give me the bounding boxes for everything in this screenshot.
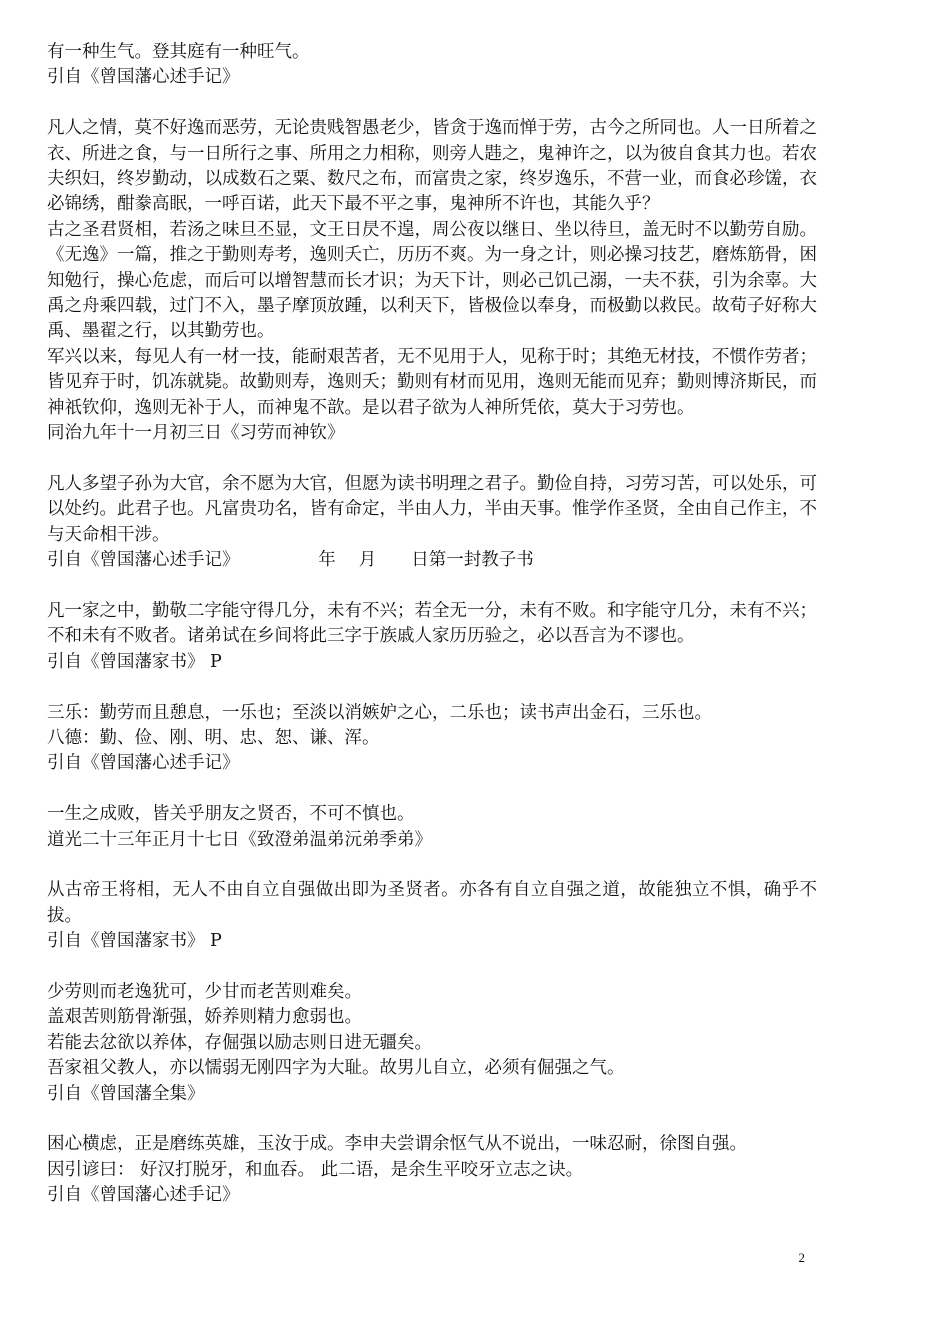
citation-line: 引自《曾国藩心述手记》 <box>47 753 240 774</box>
text-line: 若能去忿欲以养体，存倔强以励志则日进无疆矣。 <box>47 1032 432 1053</box>
citation-line: 道光二十三年正月十七日《致澄弟温弟沅弟季弟》 <box>47 829 432 850</box>
text-block-5 <box>47 472 817 574</box>
citation-line: 引自《曾国藩家书》 P <box>47 931 222 952</box>
paragraph: 从古帝王将相，无人不由自立自强做出即为圣贤者。亦各有自立自强之道，故能独立不惧，确乎不拔。 <box>47 880 817 926</box>
text-block-4 <box>47 345 817 447</box>
citation-line: 引自《曾国藩家书》 P <box>47 651 222 672</box>
text-line: 一生之成败，皆关乎朋友之贤否，不可不慎也。 <box>47 804 415 825</box>
text-block-6 <box>47 599 817 675</box>
citation-line: 引自《曾国藩全集》 <box>47 1083 205 1104</box>
citation-line: 同治九年十一月初三日《习劳而神钦》 <box>47 423 345 444</box>
text-block-1 <box>47 40 817 91</box>
text-line: 困心横虑，正是磨练英雄，玉汝于成。李申夫尝谓余怄气从不说出，一味忍耐，徐图自强。 <box>47 1134 747 1155</box>
text-block-2 <box>47 116 817 218</box>
text-line: 盖艰苦则筋骨渐强，娇养则精力愈弱也。 <box>47 1007 362 1028</box>
paragraph: 凡人多望子孙为大官，余不愿为大官，但愿为读书明理之君子。勤俭自持，习劳习苦，可以处乐，可以处约。此君子也。凡富贵功名，皆有命定，半由人力，半由天事。惟学作圣贤，全由自己作主，不与天命相干涉。 <box>47 473 817 545</box>
document-body <box>47 40 817 1234</box>
text-block-10 <box>47 980 817 1107</box>
paragraph: 凡一家之中，勤敬二字能守得几分，未有不兴；若全无一分，未有不败。和字能守几分，未有不兴；不和未有不败者。诸弟试在乡间将此三字于族戚人家历历验之，必以吾言为不谬也。 <box>47 600 817 647</box>
text-block-9 <box>47 878 817 954</box>
text-line: 三乐：勤劳而且憩息，一乐也；至淡以消嫉妒之心，二乐也；读书声出金石，三乐也。 <box>47 702 712 723</box>
text-block-8 <box>47 802 817 853</box>
paragraph: 凡人之情，莫不好逸而恶劳，无论贵贱智愚老少，皆贪于逸而惮于劳，古今之所同也。人一日所着之衣、所进之食，与一日所行之事、所用之力相称，则旁人韪之，鬼神许之，以为彼自食其力也。若农夫织妇，终岁勤动，以成数石之粟、数尺之布，而富贵之家，终岁逸乐，不营一业，而食必珍馐，衣必锦绣，酣豢高眠，一呼百诺，此天下最不平之事，鬼神所不许也，其能久乎？ <box>47 118 817 215</box>
citation-line: 引自《曾国藩心述手记》 <box>47 1185 240 1206</box>
page-number: 2 <box>798 1250 805 1265</box>
citation-line: 引自《曾国藩心述手记》 年 月 日第一封教子书 <box>47 550 534 571</box>
text-line: 吾家祖父教人，亦以懦弱无刚四字为大耻。故男儿自立，必须有倔强之气。 <box>47 1058 625 1079</box>
paragraph: 古之圣君贤相，若汤之味旦丕显，文王日昃不遑，周公夜以继日、坐以待旦，盖无时不以勤劳自励。《无逸》一篇，推之于勤则寿考，逸则夭亡，历历不爽。为一身之计，则必操习技艺，磨炼筋骨，困知勉行，操心危虑，而后可以增智慧而长才识；为天下计，则必己饥己溺，一夫不获，引为余辜。大禹之舟乘四载，过门不入，墨子摩顶放踵，以利天下，皆极俭以奉身，而极勤以救民。故荀子好称大禹、墨翟之行，以其勤劳也。 <box>47 219 817 342</box>
citation-line: 引自《曾国藩心述手记》 <box>47 67 240 88</box>
text-block-3 <box>47 218 817 345</box>
text-line: 八德：勤、俭、刚、明、忠、恕、谦、浑。 <box>47 727 380 748</box>
text-line: 有一种生气。登其庭有一种旺气。 <box>47 42 310 62</box>
text-line: 少劳则而老逸犹可，少甘而老苦则难矣。 <box>47 981 362 1002</box>
text-block-11 <box>47 1132 817 1208</box>
text-line: 因引谚曰： 好汉打脱牙，和血吞。 此二语，是余生平咬牙立志之诀。 <box>47 1159 584 1180</box>
text-block-7 <box>47 701 817 777</box>
paragraph: 军兴以来，每见人有一材一技，能耐艰苦者，无不见用于人，见称于时；其绝无材技，不惯作劳者；皆见弃于时，饥冻就毙。故勤则寿，逸则夭；勤则有材而见用，逸则无能而见弃；勤则博济斯民，而神祇钦仰，逸则无补于人，而神鬼不歆。是以君子欲为人神所凭依，莫大于习劳也。 <box>47 346 817 418</box>
